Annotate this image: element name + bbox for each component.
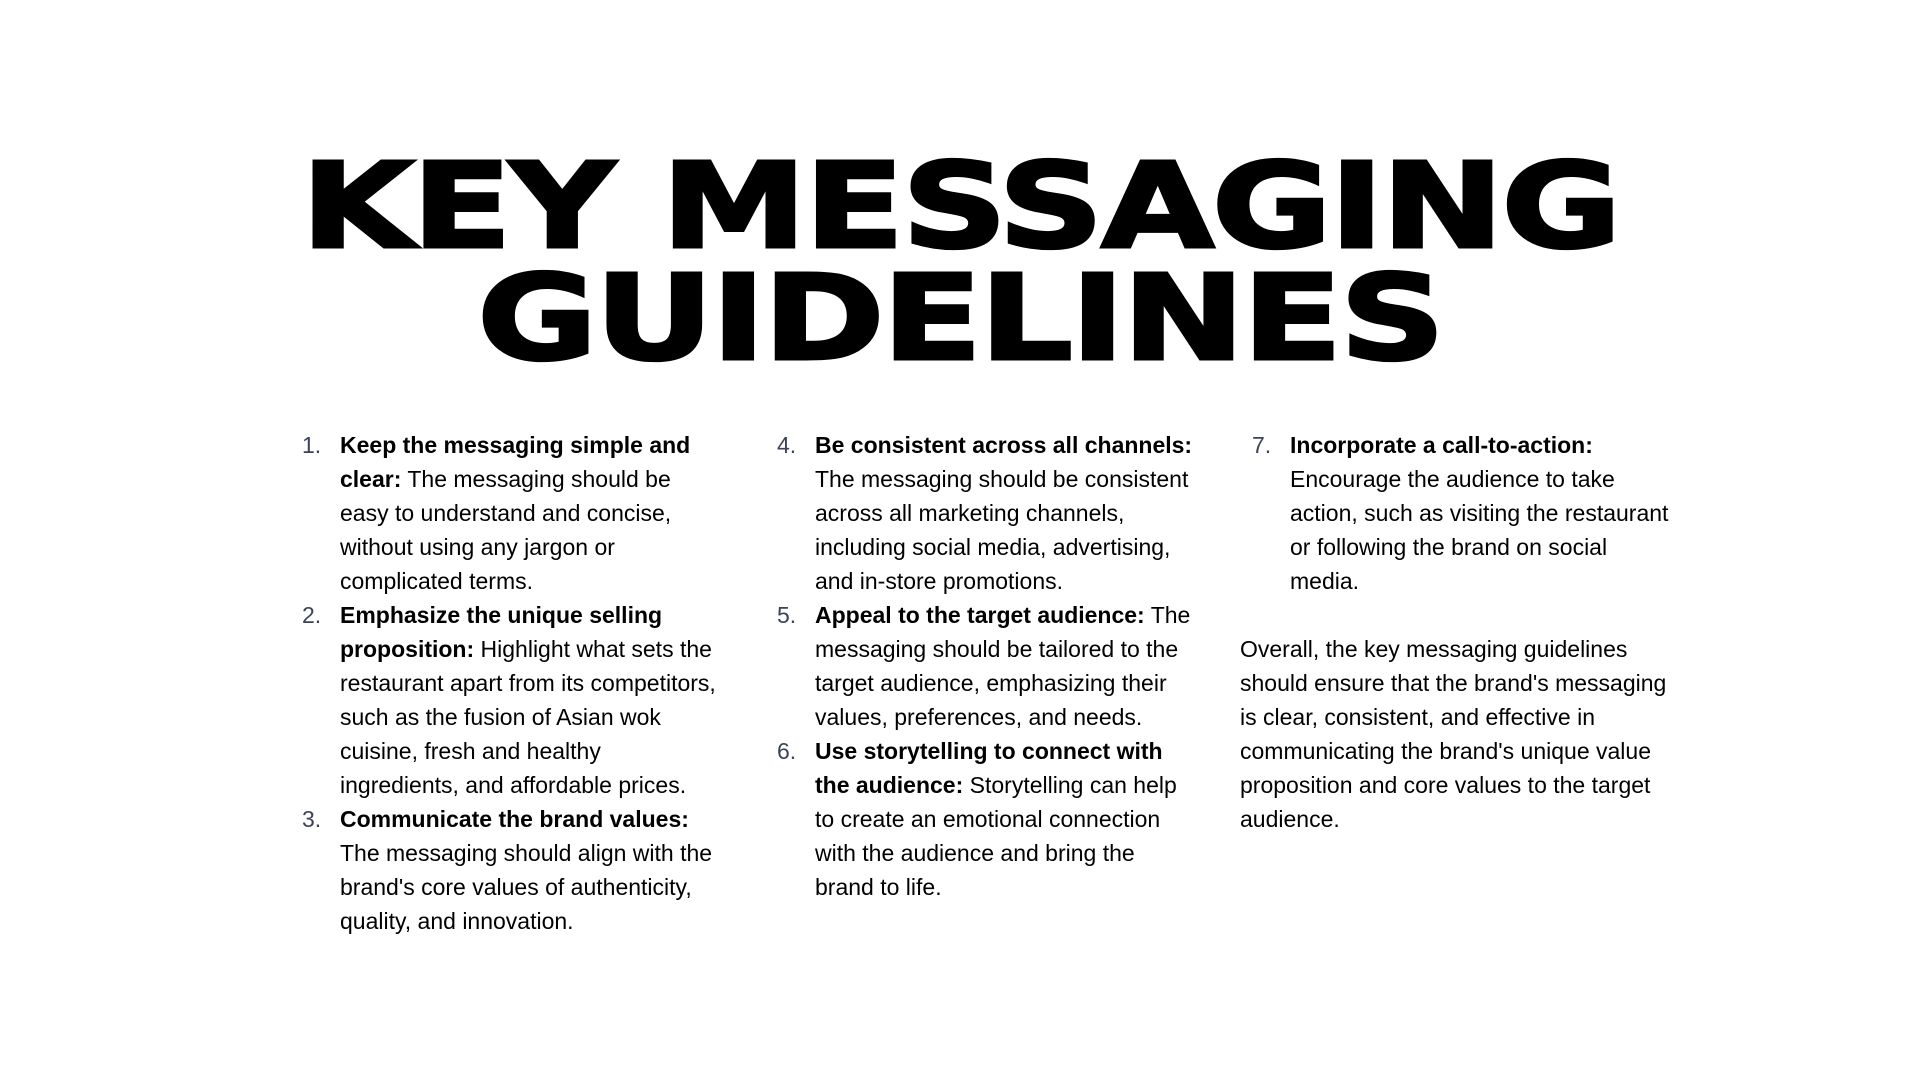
list-item (290, 802, 720, 938)
page-title-line-1: KEY MESSAGING (300, 137, 1620, 275)
list-item-text (815, 734, 1195, 904)
list-item (765, 734, 1195, 904)
list-item-number: 4. (777, 432, 797, 458)
list-item-text (815, 598, 1195, 734)
list-item (765, 598, 1195, 734)
list-item-text (815, 428, 1195, 598)
list-item-heading: Be consistent across all channels: (815, 432, 1193, 458)
list-item-body: The messaging should be easy to understand and concise, without using any jargon or complicated terms. (340, 466, 672, 594)
guidelines-column-3 (1240, 428, 1670, 859)
list-item-text (340, 802, 720, 938)
list-item-heading: Communicate the brand values: (340, 806, 689, 832)
list-item-heading: Emphasize the unique selling proposition: (340, 602, 663, 662)
page-title (0, 137, 1920, 387)
list-item-heading: Use storytelling to connect with the audience: (815, 738, 1163, 798)
summary-paragraph: Overall, the key messaging guidelines should ensure that the brand's messaging is clear, consistent, and effective in communicating the brand's unique value proposition and core values to the target audience. (1240, 636, 1667, 832)
list-item (765, 428, 1195, 598)
list-item-heading: Keep the messaging simple and clear: (340, 432, 691, 492)
list-item-body: The messaging should be tailored to the target audience, emphasizing their values, preferences, and needs. (815, 602, 1191, 730)
list-item-body: Encourage the audience to take action, such as visiting the restaurant or following the brand on social media. (1290, 466, 1669, 594)
list-item (290, 598, 720, 802)
list-item-number: 5. (777, 602, 797, 628)
guidelines-column-1 (290, 428, 720, 938)
list-item-heading: Incorporate a call-to-action: (1290, 432, 1593, 458)
list-item-body: Highlight what sets the restaurant apart from its competitors, such as the fusion of Asian wok cuisine, fresh and healthy ingredients, and affordable prices. (340, 636, 716, 798)
list-item-number: 3. (302, 806, 322, 832)
list-item-number: 7. (1252, 432, 1272, 458)
list-item-heading: Appeal to the target audience: (815, 602, 1145, 628)
list-item-body: The messaging should align with the brand's core values of authenticity, quality, and innovation. (340, 840, 713, 934)
list-item-number: 1. (302, 432, 322, 458)
list-item-text (1290, 428, 1670, 598)
guidelines-column-2 (765, 428, 1195, 904)
list-item-number: 2. (302, 602, 322, 628)
list-item (290, 428, 720, 598)
page-title-line-2: GUIDELINES (477, 249, 1443, 387)
list-item-body: Storytelling can help to create an emotional connection with the audience and bring the brand to life. (815, 772, 1177, 900)
list-item-text (340, 428, 720, 598)
list-item-text (340, 598, 720, 802)
list-item (1240, 428, 1670, 598)
list-item-body: The messaging should be consistent across all marketing channels, including social media, advertising, and in-store promotions. (815, 466, 1189, 594)
list-item-number: 6. (777, 738, 797, 764)
